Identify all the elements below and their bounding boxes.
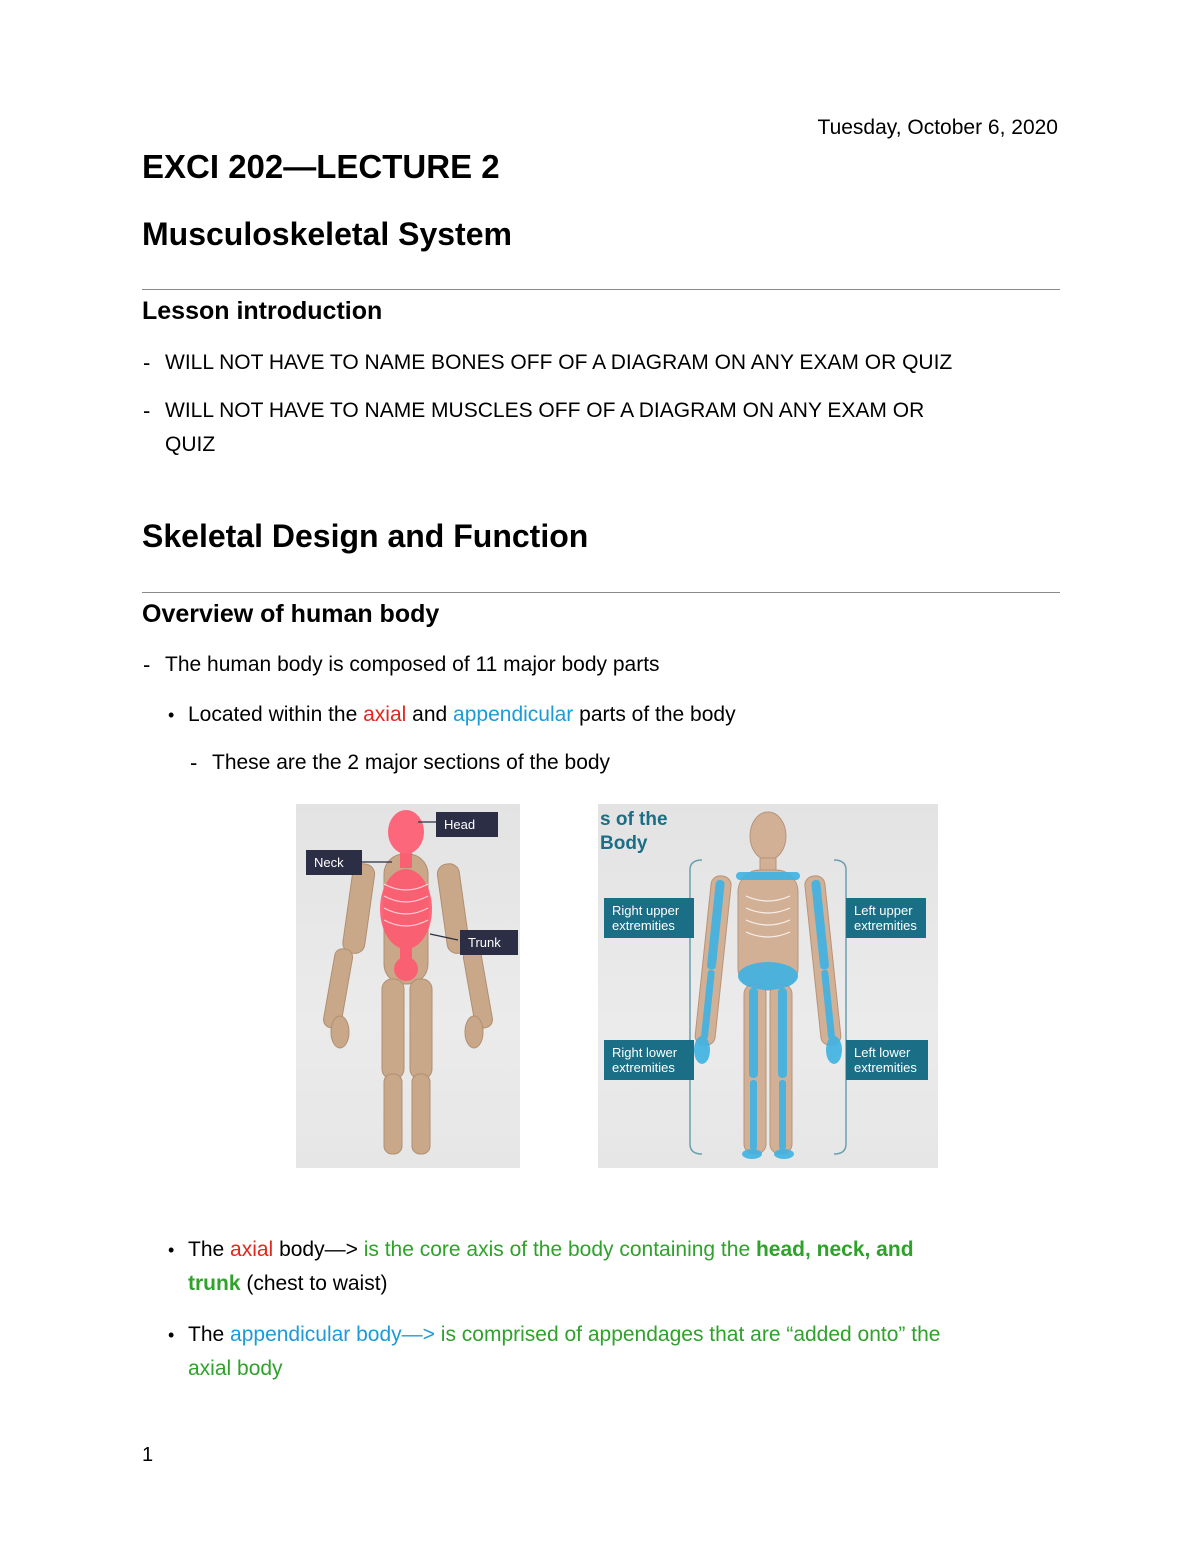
figure-title: s of the Body (600, 809, 668, 854)
dash-marker: - (143, 652, 151, 677)
list-item: - WILL NOT HAVE TO NAME BONES OFF OF A DIAGRAM ON ANY EXAM OR QUIZ (165, 346, 952, 380)
section-divider (142, 289, 1060, 290)
subtitle-overview: Overview of human body (142, 600, 440, 628)
subtitle-lesson-introduction: Lesson introduction (142, 297, 383, 325)
bullet-marker: • (168, 705, 175, 725)
dash-marker: - (143, 350, 151, 375)
list-item: • Located within the axial and appendicular parts of the body (188, 698, 736, 732)
section-title-skeletal: Skeletal Design and Function (142, 518, 589, 554)
appendicular-definition: • The appendicular body—> is comprised of appendages that are “added onto” the axial body (188, 1318, 1068, 1386)
course-title: EXCI 202—LECTURE 2 (142, 148, 500, 185)
axial-body-figure (296, 804, 520, 1168)
list-item: - The human body is composed of 11 major body parts (165, 648, 660, 682)
label-left-lower-extremities: Left lower extremities (846, 1040, 928, 1080)
list-item-continuation: QUIZ (165, 433, 216, 456)
dash-marker: - (190, 750, 198, 775)
dash-marker: - (143, 398, 151, 423)
axial-definition: • The axial body—> is the core axis of the body containing the head, neck, and trunk (chest to waist) (188, 1233, 1068, 1301)
appendicular-skeleton-illustration (598, 804, 938, 1168)
label-neck: Neck (306, 850, 362, 875)
page-number: 1 (142, 1444, 154, 1466)
date: Tuesday, October 6, 2020 (817, 116, 1058, 139)
label-trunk: Trunk (460, 930, 518, 955)
bullet-marker: • (168, 1325, 175, 1345)
bullet-marker: • (168, 1240, 175, 1260)
label-left-upper-extremities: Left upper extremities (846, 898, 926, 938)
label-right-upper-extremities: Right upper extremities (604, 898, 694, 938)
list-item: - WILL NOT HAVE TO NAME MUSCLES OFF OF A DIAGRAM ON ANY EXAM OR (165, 394, 924, 428)
label-right-lower-extremities: Right lower extremities (604, 1040, 694, 1080)
appendicular-body-figure (598, 804, 938, 1168)
section-divider (142, 592, 1060, 593)
label-head: Head (436, 812, 498, 837)
list-item: - These are the 2 major sections of the body (212, 746, 610, 780)
section-title-musculoskeletal: Musculoskeletal System (142, 216, 512, 252)
